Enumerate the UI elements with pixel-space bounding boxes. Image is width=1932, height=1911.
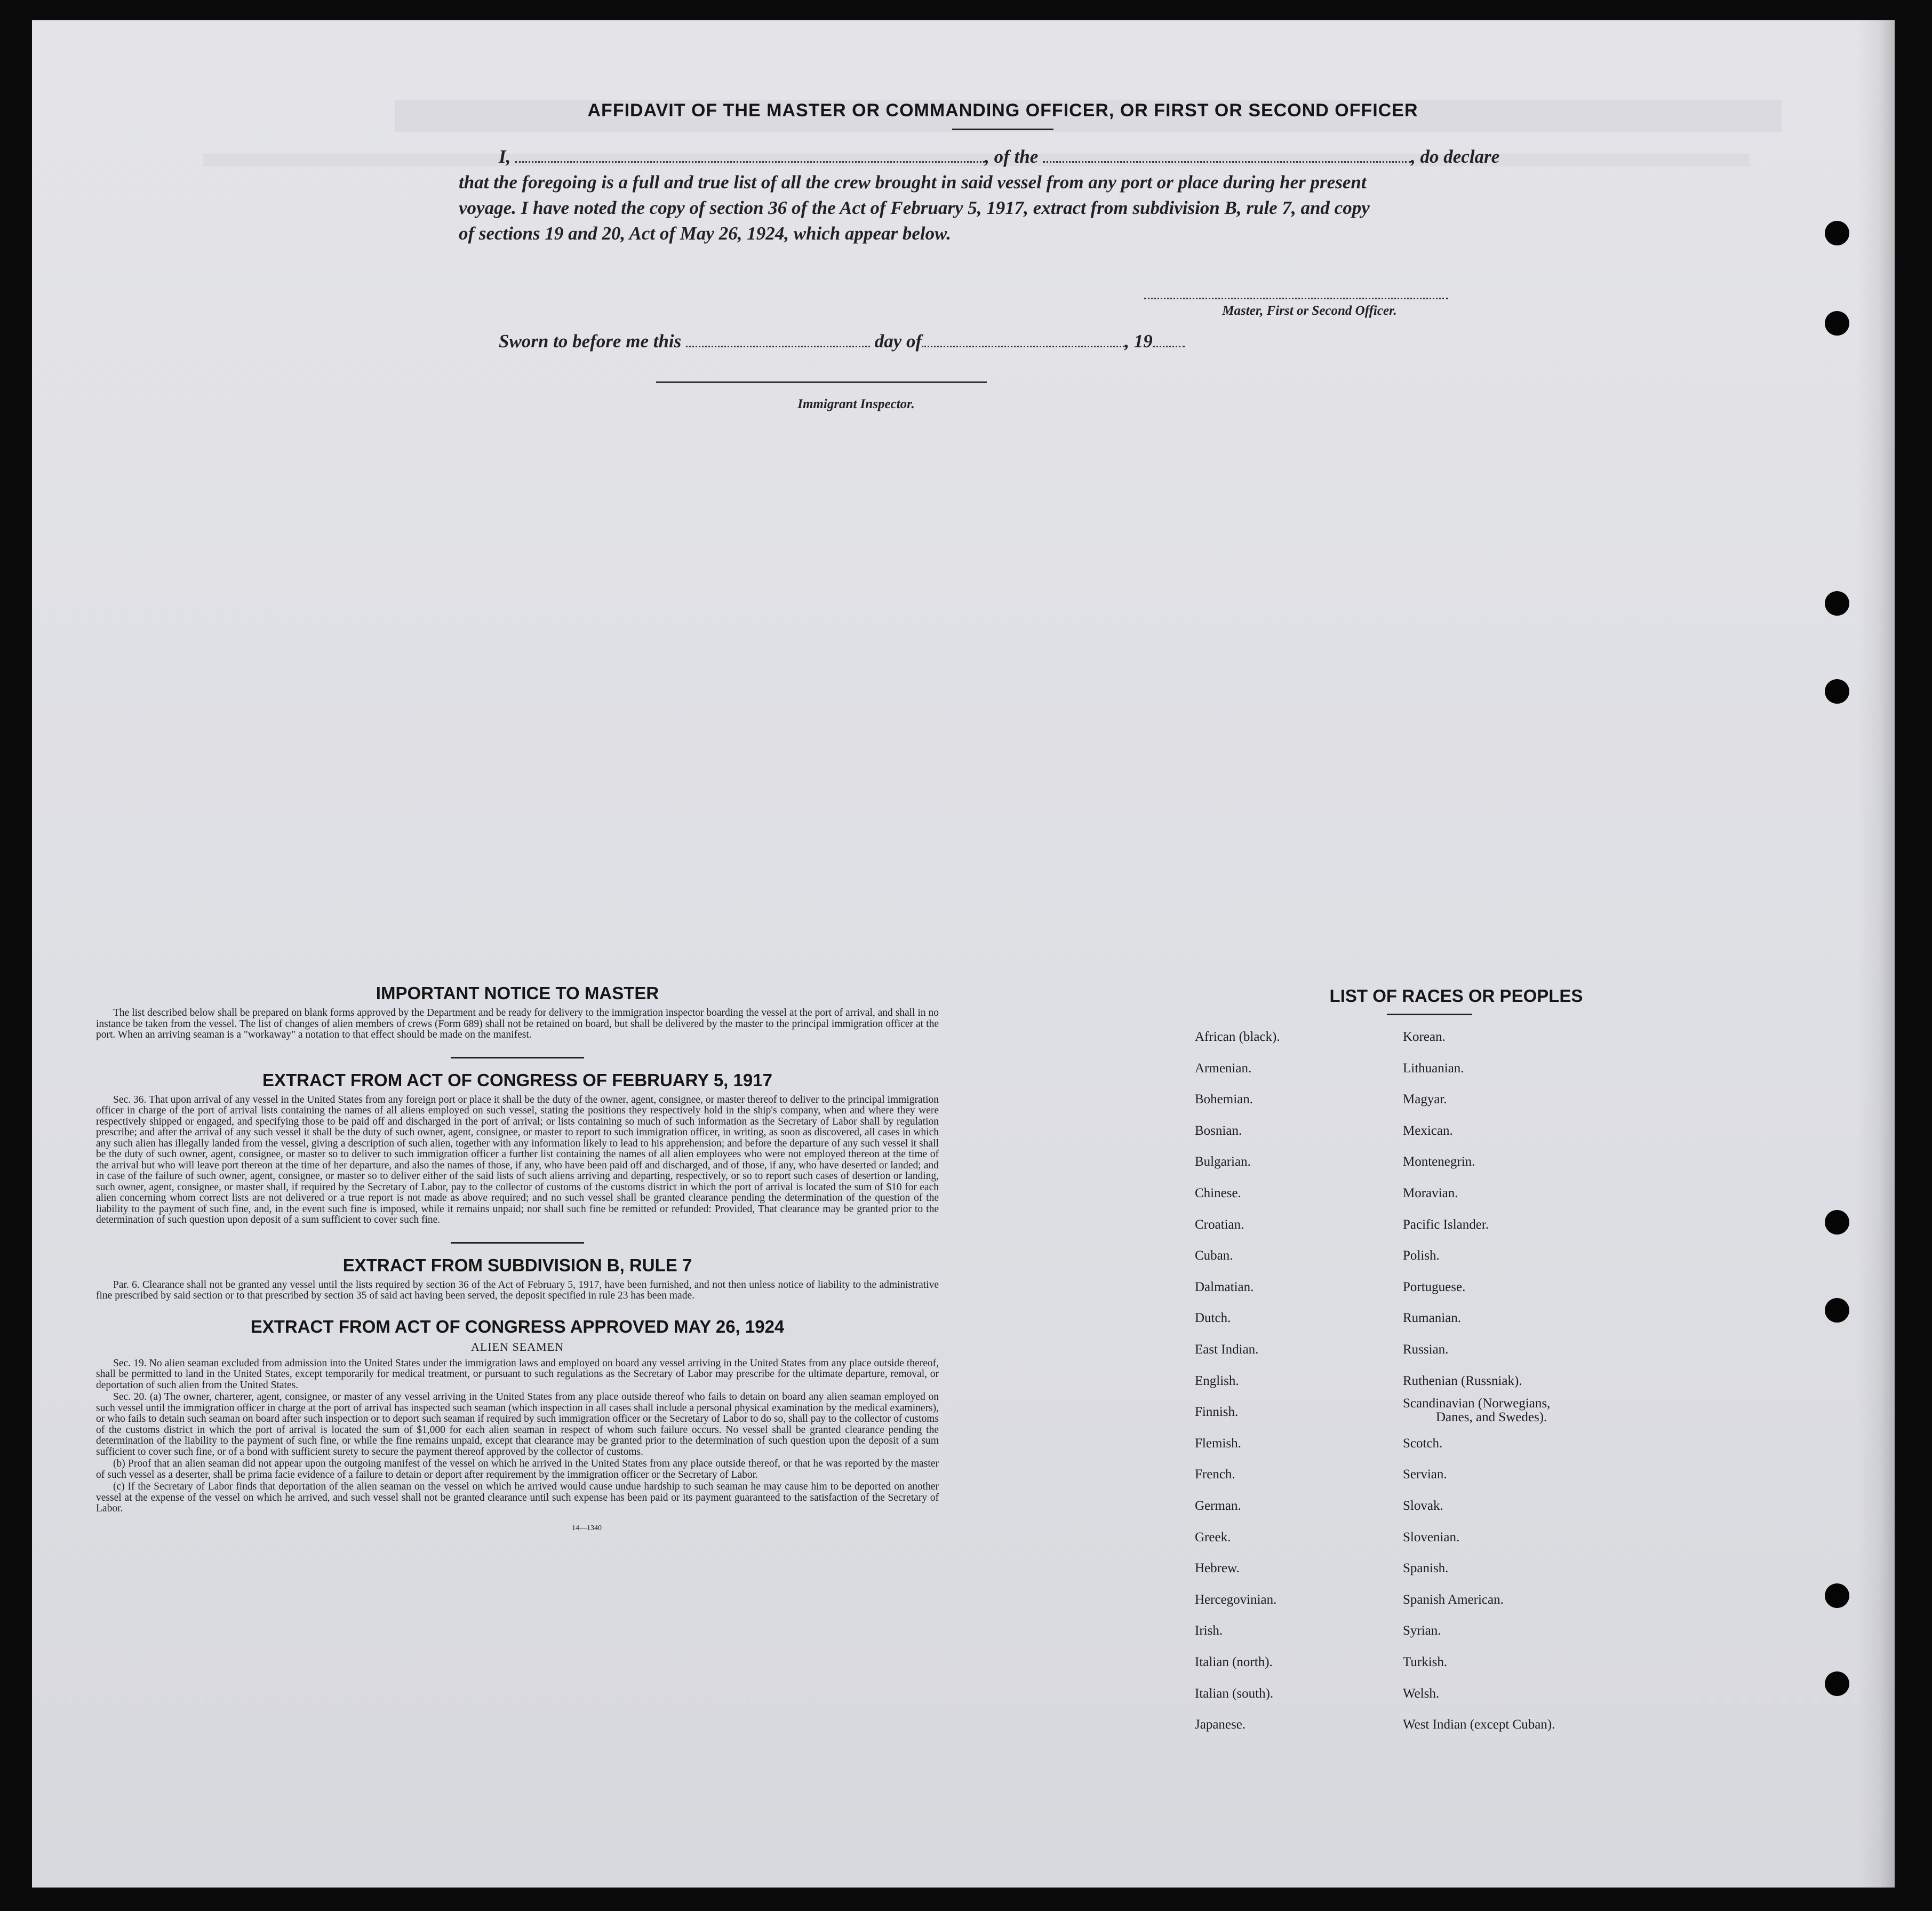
binder-hole xyxy=(1825,1583,1849,1608)
race-item-right: Turkish. xyxy=(1403,1655,1448,1669)
race-item-continuation: Danes, and Swedes). xyxy=(1436,1410,1547,1425)
race-item-right: Mexican. xyxy=(1403,1123,1453,1138)
race-item-right: Spanish American. xyxy=(1403,1592,1504,1607)
declare-text: , do declare xyxy=(1411,146,1500,167)
race-item-left: Hebrew. xyxy=(1195,1561,1240,1576)
master-signature-block xyxy=(1144,298,1448,318)
affidavit-section xyxy=(459,100,1547,246)
master-signature-line[interactable] xyxy=(1144,298,1448,299)
race-item-left: Dalmatian. xyxy=(1195,1279,1254,1294)
vessel-name-field[interactable] xyxy=(1043,161,1411,163)
races-heading: LIST OF RACES OR PEOPLES xyxy=(1329,986,1583,1006)
inspector-signature-line[interactable] xyxy=(656,381,987,383)
extract-rule7-text: Par. 6. Clearance shall not be granted any vessel until the lists required by section 36 of the Act of February 5, 1917, have been furnished, and not then unless notice of liability to the administrative fine prescribed by said section or to that prescribed by section 35 of said act having been served, the deposit specified in rule 23 has been made. xyxy=(96,1279,939,1301)
extract-1924-heading: EXTRACT FROM ACT OF CONGRESS APPROVED MAY 26, 1924 xyxy=(250,1316,785,1336)
binder-hole xyxy=(1825,1298,1849,1323)
sworn-label: Sworn to before me this xyxy=(499,331,682,352)
binder-hole xyxy=(1825,1671,1849,1696)
race-item-right: Ruthenian (Russniak). xyxy=(1403,1373,1522,1388)
race-item-left: Armenian. xyxy=(1195,1061,1252,1076)
race-item-left: African (black). xyxy=(1195,1030,1280,1044)
binder-hole xyxy=(1825,221,1849,245)
race-item-left: Cuban. xyxy=(1195,1248,1233,1263)
race-item-left: Japanese. xyxy=(1195,1717,1246,1732)
race-item-right: Montenegrin. xyxy=(1403,1154,1475,1169)
declarant-label: I, xyxy=(499,146,511,167)
race-item-left: Irish. xyxy=(1195,1623,1223,1638)
section-19-text: Sec. 19. No alien seaman excluded from admission into the United States under the immigration laws and employed on board any vessel arriving in the United States from any place outside thereof, shall be permitted to land in the United States, except temporarily for medical treatment, or pursuant to such regulations as the Secretary of Labor may prescribe for the ultimate departure, removal, or deportation of such alien from the United States. xyxy=(96,1357,939,1391)
extract-1917-heading: EXTRACT FROM ACT OF CONGRESS OF FEBRUARY 5, 1917 xyxy=(262,1070,772,1090)
section-divider xyxy=(451,1242,584,1244)
race-item-left: Chinese. xyxy=(1195,1186,1241,1200)
race-item-left: Finnish. xyxy=(1195,1405,1239,1420)
heading-rule xyxy=(952,129,1053,130)
affidavit-line-3: voyage. I have noted the copy of section 36 of the Act of February 5, 1917, extract from subdivision B, rule 7, and copy xyxy=(459,197,1370,218)
form-number: 14—1340 xyxy=(572,1524,602,1532)
extract-1917-text: Sec. 36. That upon arrival of any vessel in the United States from any foreign port or place it shall be the duty of the owner, agent, consignee, or master thereof to deliver to the principal immigration officer in charge of the port of arrival lists containing the names of all aliens employed on such vessel, stating the positions they respectively hold in the ship's company, when and where they were respectively shipped or engaged, and specifying those to be paid off and discharged in the port of arrival; or lists containing so much of such information as the Secretary of Labor shall by regulation prescribe; and after the arrival of any such vessel it shall be the duty of such owner, agent, consignee, or master to report to such immigration officer, in writing, as soon as discovered, all cases in which any such alien has illegally landed from the vessel, giving a description of such alien, together with any information likely to lead to his apprehension; and before the departure of any such vessel it shall be the duty of such owner, agent, consignee, or master so to deliver to such immigration officer a further list containing the names of all alien employees who were not employed thereon at the time of the arrival but who will leave port thereon at the time of her departure, and also the names of those, if any, who have been paid off and discharged, and of those, if any, who have deserted or landed; and in case of the failure of such owner, agent, consignee, or master so to deliver either of the said lists of such aliens arriving and departing, respectively, or so to report such cases of desertion or landing, such owner, agent, consignee, or master shall, if required by the Secretary of Labor, pay to the collector of customs of the customs district in which the port of arrival is located the sum of $10 for each alien concerning whom correct lists are not delivered or a true report is not made as above required; and no such vessel shall be granted clearance pending the determination of the question of the liability to the payment of such fine, and, in the event such fine is imposed, while it remains unpaid; nor shall such fine be remitted or refunded: Provided, That clearance may be granted prior to the determination of such question upon deposit of a sum sufficient to cover such fine. xyxy=(96,1094,939,1225)
race-item-right: Rumanian. xyxy=(1403,1311,1462,1326)
race-item-right: Pacific Islander. xyxy=(1403,1217,1489,1232)
document-page xyxy=(32,20,1895,1888)
inspector-signature-caption: Immigrant Inspector. xyxy=(797,397,915,411)
race-item-left: Flemish. xyxy=(1195,1436,1241,1451)
race-item-right: Polish. xyxy=(1403,1248,1440,1263)
race-item-left: Croatian. xyxy=(1195,1217,1244,1232)
race-item-right: Spanish. xyxy=(1403,1561,1449,1576)
master-signature-caption: Master, First or Second Officer. xyxy=(1222,304,1397,318)
race-item-right: Magyar. xyxy=(1403,1092,1447,1107)
race-item-left: Italian (south). xyxy=(1195,1686,1274,1701)
race-item-left: Dutch. xyxy=(1195,1311,1231,1326)
section-20a-text: Sec. 20. (a) The owner, charterer, agent, consignee, or master of any vessel arriving in the United States from any place outside thereof who fails to detain on board any alien seaman employed on such vessel until the immigration officer in charge at the port of arrival has inspected such seaman (which inspection in all cases shall include a personal physical examination by the medical examiners), or who fails to detain such seaman on board after such inspection or to deport such seaman if required by such immigration officer or the Secretary of Labor to do so, shall pay to the collector of customs of the customs district in which the port of arrival is located the sum of $1,000 for each alien seaman in respect of whom such failure occurs. No vessel shall be granted clearance pending the determination of the liability to the payment of such fine, or while the fine remains unpaid, except that clearance may be granted prior to the determination of such question upon the deposit of a sum sufficient to cover such fine, or of a bond with sufficient surety to secure the payment thereof approved by the collector of customs. xyxy=(96,1391,939,1458)
race-item-right: Korean. xyxy=(1403,1030,1446,1044)
race-item-left: East Indian. xyxy=(1195,1342,1259,1357)
sworn-day-field[interactable] xyxy=(686,346,870,347)
race-item-right: Portuguese. xyxy=(1403,1279,1466,1294)
sworn-month-field[interactable] xyxy=(922,346,1124,347)
alien-seamen-subheading: ALIEN SEAMEN xyxy=(471,1340,564,1353)
notice-heading: IMPORTANT NOTICE TO MASTER xyxy=(376,983,659,1003)
race-item-right: Russian. xyxy=(1403,1342,1449,1357)
race-item-right: Syrian. xyxy=(1403,1623,1441,1638)
race-item-left: German. xyxy=(1195,1499,1241,1513)
race-item-left: English. xyxy=(1195,1373,1239,1388)
race-item-left: Bohemian. xyxy=(1195,1092,1254,1107)
race-item-right: Lithuanian. xyxy=(1403,1061,1464,1076)
race-item-left: Greek. xyxy=(1195,1530,1231,1544)
page-edge-shadow xyxy=(1857,20,1895,1888)
race-item-right: Moravian. xyxy=(1403,1186,1458,1200)
affidavit-line-2: that the foregoing is a full and true list of all the crew brought in said vessel from any port or place during her present xyxy=(459,172,1367,193)
race-item-right: Scotch. xyxy=(1403,1436,1443,1451)
declarant-name-field[interactable] xyxy=(515,161,985,163)
inspector-signature-block xyxy=(656,381,987,412)
binder-hole xyxy=(1825,591,1849,616)
binder-hole xyxy=(1825,679,1849,704)
race-item-right: West Indian (except Cuban). xyxy=(1403,1717,1555,1732)
notice-column xyxy=(96,983,939,1533)
affidavit-line-1 xyxy=(459,144,1547,170)
vessel-label: , of the xyxy=(985,146,1039,167)
race-item-right: Slovak. xyxy=(1403,1499,1443,1513)
section-20c-text: (c) If the Secretary of Labor finds that deportation of the alien seaman on the vessel on which he arrived would cause undue hardship to such seaman he may cause him to be deported on another vessel at the expense of the vessel on which he arrived, and such vessel shall not be granted clearance until such expense has been paid or its payment guaranteed to the satisfaction of the Secretary of Labor. xyxy=(96,1481,939,1514)
race-item-right: Servian. xyxy=(1403,1467,1447,1482)
race-item-right: Slovenian. xyxy=(1403,1530,1460,1544)
notice-text: The list described below shall be prepared on blank forms approved by the Department and be ready for delivery to the immigration inspector boarding the vessel at the port of arrival, and shall in no instance be taken from the vessel. The list of changes of alien members of crews (Form 689) shall not be retained on board, but shall be delivered by the master to the principal immigration officer at the port. When an arriving seaman is a "workaway" a notation to that effect should be made on the manifest. xyxy=(96,1007,939,1040)
race-item-left: Bosnian. xyxy=(1195,1123,1242,1138)
race-item-right: Welsh. xyxy=(1403,1686,1440,1701)
binder-hole xyxy=(1825,1210,1849,1235)
section-20b-text: (b) Proof that an alien seaman did not appear upon the outgoing manifest of the vessel on which he arrived in the United States from any place outside thereof, or that he was reported by the master of such vessel as a deserter, shall be prima facie evidence of a failure to detain or deport after requirement by the immigration officer or the Secretary of Labor. xyxy=(96,1458,939,1480)
race-item-left: Hercegovinian. xyxy=(1195,1592,1277,1607)
race-item-right: Scandinavian (Norwegians, xyxy=(1403,1396,1551,1411)
races-heading-rule xyxy=(1387,1014,1472,1015)
binder-hole xyxy=(1825,311,1849,336)
race-item-left: Italian (north). xyxy=(1195,1655,1273,1669)
race-item-left: Bulgarian. xyxy=(1195,1154,1251,1169)
affidavit-heading: AFFIDAVIT OF THE MASTER OR COMMANDING OFFICER, OR FIRST OR SECOND OFFICER xyxy=(587,100,1418,121)
extract-rule7-heading: EXTRACT FROM SUBDIVISION B, RULE 7 xyxy=(342,1255,692,1275)
sworn-line xyxy=(499,329,1185,354)
year-label: , 19 xyxy=(1124,331,1153,352)
affidavit-line-4: of sections 19 and 20, Act of May 26, 1924, which appear below. xyxy=(459,223,951,244)
race-item-left: French. xyxy=(1195,1467,1235,1482)
races-list-section xyxy=(1168,986,1702,1732)
sworn-year-field[interactable] xyxy=(1153,346,1185,347)
section-divider xyxy=(451,1057,584,1058)
day-of-label: day of xyxy=(874,331,922,352)
